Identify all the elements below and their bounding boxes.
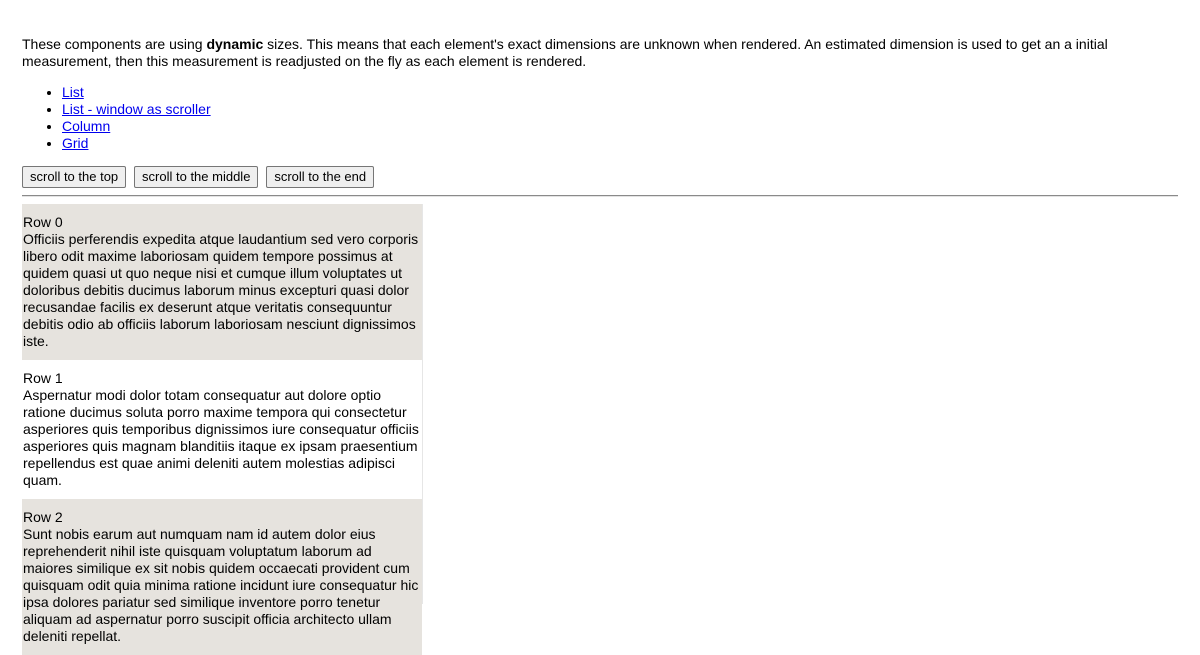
row-text: Sunt nobis earum aut numquam nam id autem dolor eius reprehenderit nihil iste quisquam voluptatum laborum ad maiores similique ex sit nobis quidem occaecati provident cum quisquam odit quia minima ratione incidunt iure consequatur hic ipsa dolores pariatur sed similique inventore porro tenetur aliquam ad aspernatur porro suscipit officia architecto ullam deleniti repellat. — [23, 526, 419, 644]
nav-item-grid — [62, 135, 1178, 152]
scroll-to-middle-button[interactable]: scroll to the middle — [134, 166, 258, 188]
scroll-to-top-button[interactable]: scroll to the top — [22, 166, 126, 188]
nav-link-list-window-scroller[interactable]: List - window as scroller — [62, 101, 211, 117]
nav-link-column[interactable]: Column — [62, 118, 111, 134]
intro-text-after: sizes. This means that each element's exact dimensions are unknown when rendered. An estimated dimension is used to get an a initial measurement, then this measurement is readjusted on the fly as each element is rendered. — [22, 36, 1108, 69]
nav-item-list-window-scroller — [62, 101, 1178, 118]
virtual-list-scroller[interactable] — [22, 204, 423, 644]
list-row — [22, 204, 422, 360]
row-title: Row 0 — [23, 214, 63, 230]
row-title: Row 1 — [23, 370, 63, 386]
intro-paragraph — [22, 36, 1178, 70]
list-row — [22, 499, 422, 655]
scroll-to-end-button[interactable]: scroll to the end — [266, 166, 374, 188]
divider — [22, 195, 1178, 197]
row-text: Officiis perferendis expedita atque laudantium sed vero corporis libero odit maxime laboriosam quidem tempore possimus at quidem quasi ut quo neque nisi et cumque illum voluptates ut doloribus debitis ducimus laborum minus excepturi quasi dolor recusandae facilis ex deserunt atque veritatis consequuntur debitis odio ab officiis laborum laboriosam nesciunt dignissimos iste. — [23, 231, 419, 349]
intro-emphasis: dynamic — [206, 36, 264, 52]
row-title: Row 2 — [23, 509, 63, 525]
nav-link-grid[interactable]: Grid — [62, 135, 89, 151]
nav-link-list[interactable]: List — [62, 84, 84, 100]
scroll-controls — [22, 166, 1178, 188]
intro-text-before: These components are using — [22, 36, 207, 52]
nav-item-column — [62, 118, 1178, 135]
nav-item-list — [62, 84, 1178, 101]
list-row — [22, 360, 422, 499]
page-content — [22, 36, 1178, 644]
example-nav-list — [22, 84, 1178, 152]
row-text: Aspernatur modi dolor totam consequatur aut dolore optio ratione ducimus soluta porro maxime tempora qui consectetur asperiores quis temporibus dignissimos iure consequatur officiis asperiores quis magnam blanditiis itaque ex ipsam praesentium repellendus est quae animi deleniti autem molestias adipisci quam. — [23, 387, 419, 488]
